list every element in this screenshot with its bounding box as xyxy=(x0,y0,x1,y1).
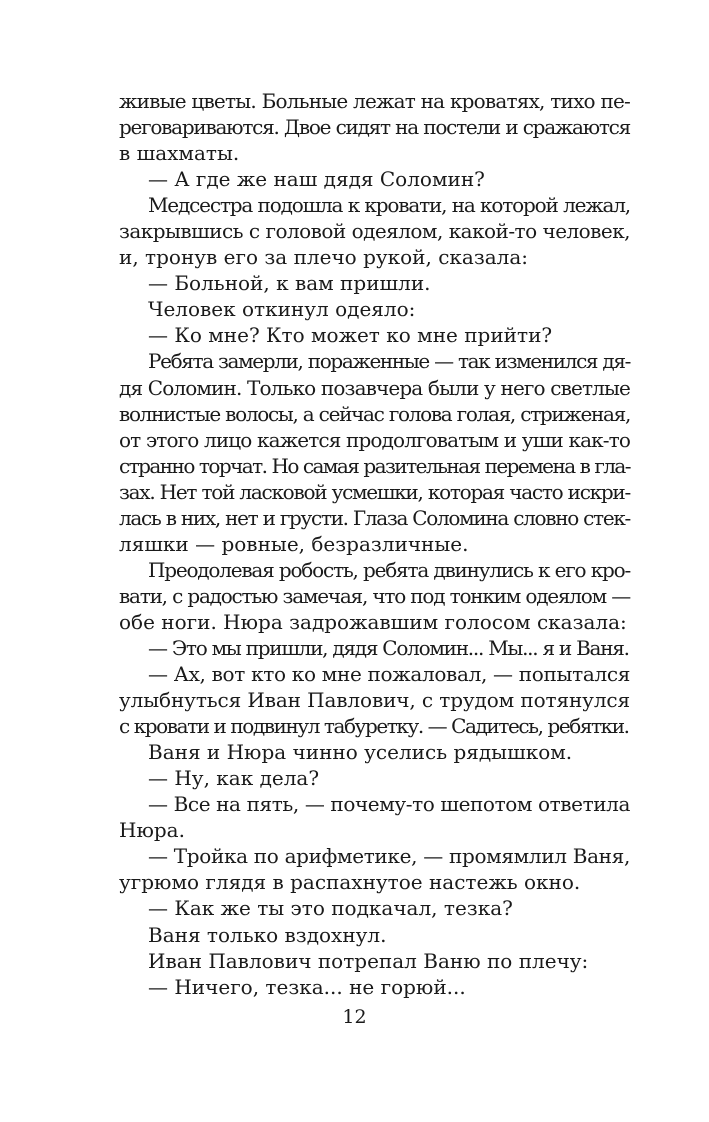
text-line: угрюмо глядя в распахнутое настежь окно. xyxy=(119,870,581,895)
text-line: ляшки — ровные, безразличные. xyxy=(119,531,469,556)
text-line: Ваня и Нюра чинно уселись рядышком. xyxy=(148,740,573,765)
text-line: Преодолевая робость, ребята двинулись к его кро- xyxy=(148,557,630,582)
text-line: Нюра. xyxy=(119,818,185,843)
text-line: Ребята замерли, пораженные — так изменился дя- xyxy=(148,349,630,374)
text-line: — Ну, как дела? xyxy=(148,766,320,791)
text-line: от этого лицо кажется продолговатым и уши как-то xyxy=(119,427,630,452)
text-line: — Ко мне? Кто может ко мне прийти? xyxy=(148,323,553,348)
text-line: зах. Нет той ласковой усмешки, которая часто искри- xyxy=(119,479,630,504)
text-line: — А где же наш дядя Соломин? xyxy=(148,167,485,192)
text-line: — Ах, вот кто ко мне пожаловал, — попытался xyxy=(148,662,630,687)
text-line: — Как же ты это подкачал, тезка? xyxy=(148,896,513,921)
text-line: улыбнуться Иван Павлович, с трудом потянулся xyxy=(119,688,630,713)
text-line: лась в них, нет и грусти. Глаза Соломина словно стек- xyxy=(119,505,630,530)
text-line: — Это мы пришли, дядя Соломин... Мы... я и Ваня. xyxy=(148,635,629,660)
text-line: живые цветы. Больные лежат на кроватях, тихо пе- xyxy=(119,89,630,113)
text-line: странно торчат. Но самая разительная перемена в гла- xyxy=(119,453,630,478)
text-line: Человек откинул одеяло: xyxy=(148,297,416,322)
text-line: в шахматы. xyxy=(119,141,240,166)
text-line: Медсестра подошла к кровати, на которой лежал, xyxy=(148,193,630,218)
text-line: волнистые волосы, а сейчас голова голая, стриженая, xyxy=(119,401,630,426)
page-body-text xyxy=(119,88,630,1000)
text-line: — Ничего, тезка... не горюй... xyxy=(148,974,466,999)
text-line: — Больной, к вам пришли. xyxy=(148,271,431,296)
text-line: закрывшись с головой одеялом, какой-то человек, xyxy=(119,219,630,244)
text-line: — Тройка по арифметике, — промямлил Ваня, xyxy=(148,844,630,869)
text-line: реговариваются. Двое сидят на постели и сражаются xyxy=(119,115,630,140)
text-line: Ваня только вздохнул. xyxy=(148,922,387,947)
page-number: 12 xyxy=(342,1006,367,1028)
text-line: и, тронув его за плечо рукой, сказала: xyxy=(119,245,529,270)
text-line: обе ноги. Нюра задрожавшим голосом сказала: xyxy=(119,609,627,634)
text-line: вати, с радостью замечая, что под тонким одеялом — xyxy=(119,583,630,608)
text-line: дя Соломин. Только позавчера были у него светлые xyxy=(119,375,630,400)
text-line: Иван Павлович потрепал Ваню по плечу: xyxy=(148,948,589,973)
text-line: с кровати и подвинул табуретку. — Садитесь, ребятки. xyxy=(119,714,629,739)
text-line: — Все на пять, — почему-то шепотом ответила xyxy=(148,792,630,817)
